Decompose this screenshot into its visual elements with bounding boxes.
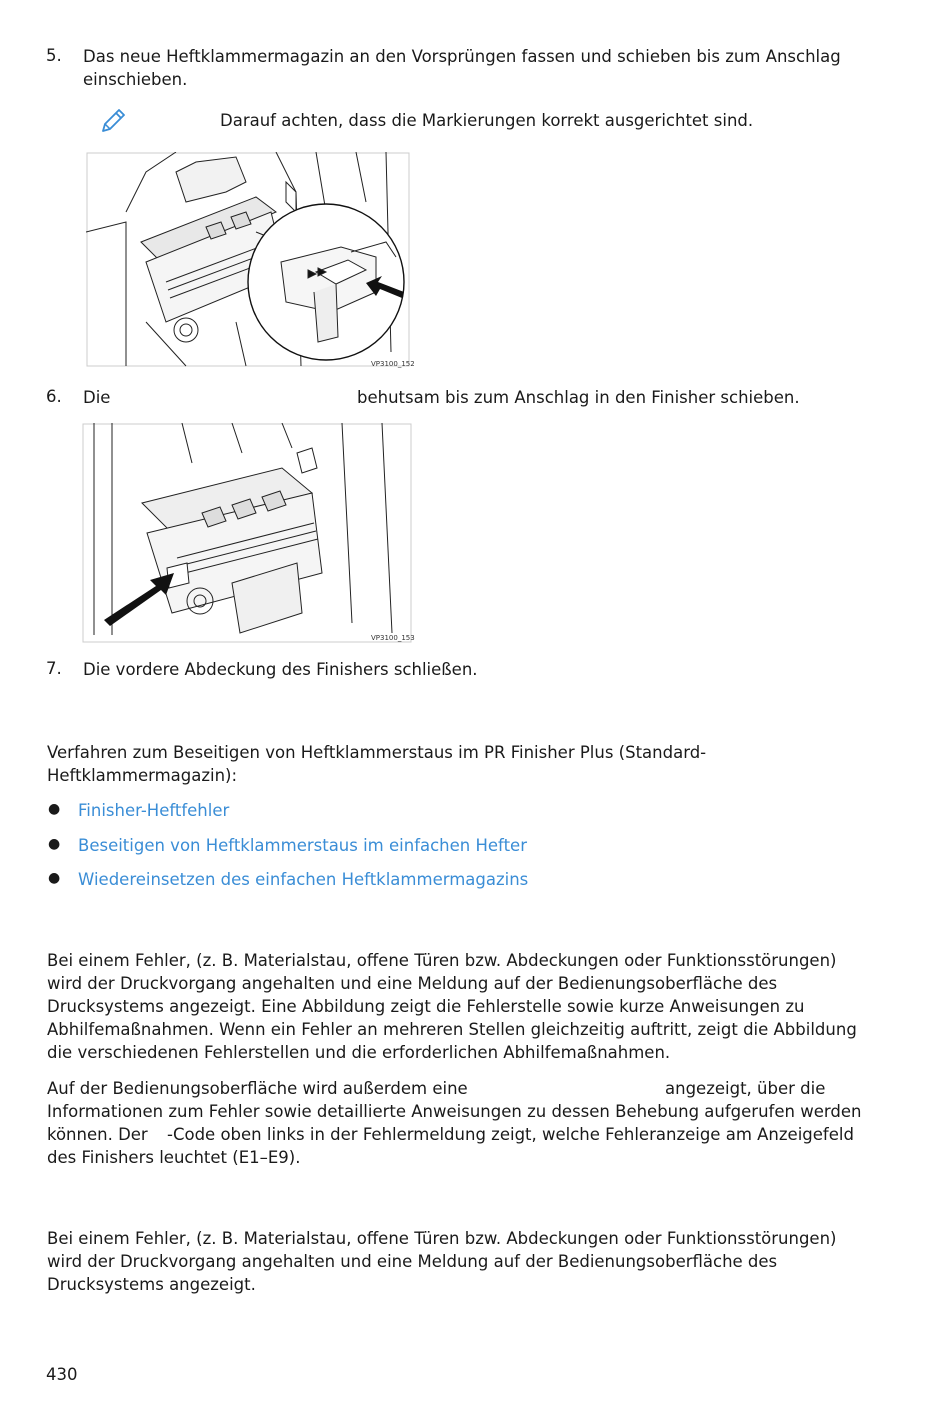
- page-number: 430: [46, 1365, 78, 1384]
- section-1-paragraph-line: Drucksystems angezeigt. Eine Abbildung zeigt die Fehlerstelle sowie kurze Anweisungen zu: [47, 997, 805, 1016]
- figure-2-code: VP3100_153: [371, 634, 415, 642]
- section-1-para2-line-3-start: können. Der: [47, 1125, 148, 1144]
- step-6-number: 6.: [46, 387, 62, 406]
- step-5-number: 5.: [46, 46, 62, 65]
- link-staple-jam-simple-stapler[interactable]: Beseitigen von Heftklammerstaus im einfachen Hefter: [78, 836, 527, 855]
- figure-1-code: VP3100_152: [371, 360, 415, 368]
- section-1-para2-line-1-end: angezeigt, über die: [665, 1079, 826, 1098]
- bullet-icon: ●: [48, 836, 61, 852]
- figure-finisher-push-in: [82, 423, 412, 643]
- step-7-number: 7.: [46, 659, 62, 678]
- step-6-text-end: behutsam bis zum Anschlag in den Finisher schieben.: [357, 388, 800, 407]
- step-5-text-line-1: Das neue Heftklammermagazin an den Vorsprüngen fassen und schieben bis zum Anschlag: [83, 47, 841, 66]
- step-6-text-start: Die: [83, 388, 111, 407]
- procedures-intro-line-1: Verfahren zum Beseitigen von Heftklammerstaus im PR Finisher Plus (Standard-: [47, 743, 707, 762]
- link-reinsert-staple-cartridge[interactable]: Wiedereinsetzen des einfachen Heftklammermagazins: [78, 870, 529, 889]
- bullet-icon: ●: [48, 870, 61, 886]
- section-1-paragraph-line: Bei einem Fehler, (z. B. Materialstau, offene Türen bzw. Abdeckungen oder Funktionsstörungen): [47, 951, 837, 970]
- section-1-paragraph-line: die verschiedenen Fehlerstellen und die erforderlichen Abhilfemaßnahmen.: [47, 1043, 671, 1062]
- step-7-text: Die vordere Abdeckung des Finishers schließen.: [83, 660, 478, 679]
- section-2-paragraph-line: Bei einem Fehler, (z. B. Materialstau, offene Türen bzw. Abdeckungen oder Funktionsstörungen): [47, 1229, 837, 1248]
- link-finisher-heftfehler[interactable]: Finisher-Heftfehler: [78, 801, 230, 820]
- section-1-para2-line-1-start: Auf der Bedienungsoberfläche wird außerdem eine: [47, 1079, 468, 1098]
- section-1-para2-line-2: Informationen zum Fehler sowie detaillierte Anweisungen zu dessen Behebung aufgerufen werden: [47, 1102, 862, 1121]
- section-1-para2-line-4: des Finishers leuchtet (E1–E9).: [47, 1148, 301, 1167]
- pencil-icon: [98, 106, 128, 136]
- note-text: Darauf achten, dass die Markierungen korrekt ausgerichtet sind.: [220, 111, 754, 130]
- bullet-icon: ●: [48, 801, 61, 817]
- section-1-paragraph-line: wird der Druckvorgang angehalten und eine Meldung auf der Bedienungsoberfläche des: [47, 974, 778, 993]
- procedures-intro-line-2: Heftklammermagazin):: [47, 766, 238, 785]
- figure-stapler-cartridge-insert: [86, 152, 410, 367]
- step-5-text-line-2: einschieben.: [83, 70, 188, 89]
- section-1-paragraph-line: Abhilfemaßnahmen. Wenn ein Fehler an mehreren Stellen gleichzeitig auftritt, zeigt die Abbildung: [47, 1020, 857, 1039]
- section-2-paragraph-line: wird der Druckvorgang angehalten und eine Meldung auf der Bedienungsoberfläche des: [47, 1252, 778, 1271]
- section-2-paragraph-line: Drucksystems angezeigt.: [47, 1275, 256, 1294]
- section-1-para2-line-3-end: -Code oben links in der Fehlermeldung zeigt, welche Fehleranzeige am Anzeigefeld: [167, 1125, 854, 1144]
